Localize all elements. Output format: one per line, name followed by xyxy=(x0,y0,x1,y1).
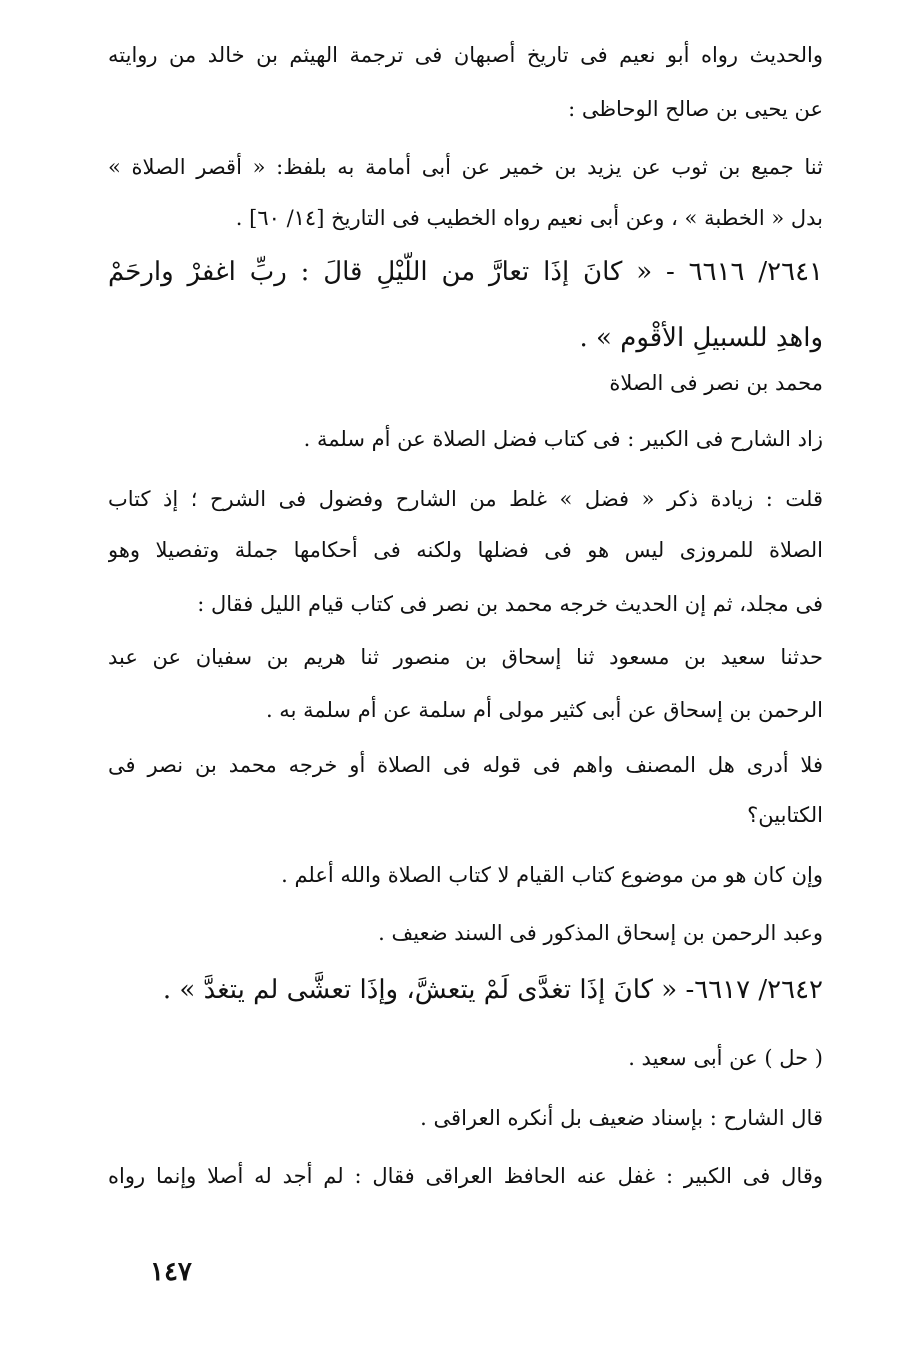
text-line: قلت : زيادة ذكر « فضل » غلط من الشارح وفضول فى الشرح ؛ إذ كتاب xyxy=(108,487,823,511)
text-line: والحديث رواه أبو نعيم فى تاريخ أصبهان فى ترجمة الهيثم بن خالد من روايته xyxy=(108,43,823,67)
hadith-line: واهدِ للسبيلِ الأقْوم » . xyxy=(579,323,823,353)
text-line: عن يحيى بن صالح الوحاظى : xyxy=(568,97,823,121)
text-line: حدثنا سعيد بن مسعود ثنا إسحاق بن منصور ثنا هريم بن سفيان عن عبد xyxy=(108,645,823,669)
text-line: محمد بن نصر فى الصلاة xyxy=(609,371,823,395)
text-line: فلا أدرى هل المصنف واهم فى قوله فى الصلاة أو خرجه محمد بن نصر فى xyxy=(108,753,823,777)
text-line: بدل « الخطبة » ، وعن أبى نعيم رواه الخطيب فى التاريخ [١٤/ ٦٠] . xyxy=(235,206,823,230)
hadith-line: ٢٦٤٢/ ٦٦١٧- « كانَ إذَا تغدَّى لَمْ يتعشَّ، وإذَا تعشَّى لم يتغدَّ » . xyxy=(162,975,823,1005)
text-line: الصلاة للمروزى ليس هو فى فضلها ولكنه فى أحكامها جملة وتفصيلا وهو xyxy=(108,538,823,562)
text-line: وقال فى الكبير : غفل عنه الحافظ العراقى فقال : لم أجد له أصلا وإنما رواه xyxy=(108,1164,823,1188)
text-line: الكتابين؟ xyxy=(747,803,823,827)
page-number: ١٤٧ xyxy=(150,1257,192,1287)
text-line: ( حل ) عن أبى سعيد . xyxy=(628,1046,823,1070)
hadith-line: ٢٦٤١/ ٦٦١٦ - « كانَ إذَا تعارَّ من اللَّيْلِ قالَ : ربِّ اغفرْ وارحَمْ xyxy=(108,257,823,287)
text-line: قال الشارح : بإسناد ضعيف بل أنكره العراقى . xyxy=(420,1106,823,1130)
text-line: وإن كان هو من موضوع كتاب القيام لا كتاب الصلاة والله أعلم . xyxy=(281,863,823,887)
text-line: زاد الشارح فى الكبير : فى كتاب فضل الصلاة عن أم سلمة . xyxy=(303,427,823,451)
text-line: فى مجلد، ثم إن الحديث خرجه محمد بن نصر فى كتاب قيام الليل فقال : xyxy=(197,592,823,616)
text-line: وعبد الرحمن بن إسحاق المذكور فى السند ضعيف . xyxy=(378,921,823,945)
text-line: ثنا جميع بن ثوب عن يزيد بن خمير عن أبى أمامة به بلفظ: « أقصر الصلاة » xyxy=(108,155,823,179)
text-line: الرحمن بن إسحاق عن أبى كثير مولى أم سلمة عن أم سلمة به . xyxy=(265,698,823,722)
